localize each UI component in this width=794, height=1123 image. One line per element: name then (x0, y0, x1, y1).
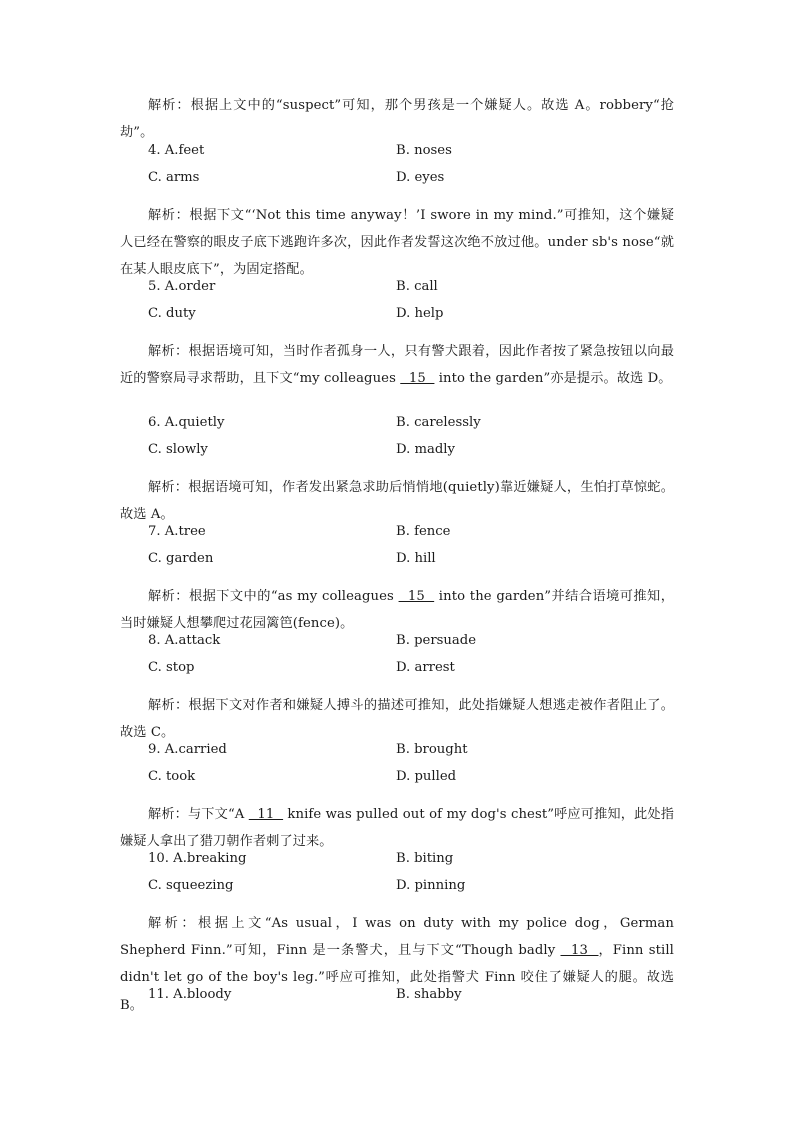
paragraph-text: 解析：根据语境可知，作者发出紧急求助后悄悄地(quietly)靠近嫌疑人，生怕打草惊蛇。故选 A。 (120, 480, 674, 523)
paragraph-text: ，Finn still didn't let go of the boy's leg.”呼应可推知，此处指警犬 Finn 咬住了嫌疑人的腿。故选 B。 (120, 943, 674, 1013)
option-right: D. help (396, 306, 444, 321)
paragraph-text: 解析：根据下文“‘Not this time anyway！’I swore in my mind.”可推知，这个嫌疑人已经在警察的眼皮子底下逃跑许多次，因此作者发誓这次绝不放过他。under sb's nose“就在某人眼皮底下”，为固定搭配。 (120, 208, 674, 278)
option-left: C. squeezing (148, 878, 234, 893)
option-right: D. arrest (396, 660, 455, 675)
option-left: 10. A.breaking (148, 851, 247, 866)
blank-number: 11 (248, 807, 284, 822)
option-left: 6. A.quietly (148, 415, 225, 430)
paragraph-text: into the garden”并结合语境可推知，当时嫌疑人想攀爬过花园篱笆(fence)。 (120, 589, 674, 632)
option-right: D. pinning (396, 878, 466, 893)
analysis-paragraph (120, 92, 674, 146)
option-right: B. brought (396, 742, 468, 757)
analysis-paragraph (120, 801, 674, 855)
option-right: D. eyes (396, 170, 445, 185)
option-right: B. call (396, 279, 438, 294)
option-right: B. carelessly (396, 415, 481, 430)
option-right: D. hill (396, 551, 436, 566)
paragraph-text: 解析：根据下文对作者和嫌疑人搏斗的描述可推知，此处指嫌疑人想逃走被作者阻止了。故选 C。 (120, 698, 674, 741)
option-left: 7. A.tree (148, 524, 206, 539)
analysis-paragraph (120, 338, 674, 392)
blank-number: 15 (400, 371, 435, 387)
analysis-paragraph (120, 202, 674, 284)
paragraph-text: 解析：根据上文“As usual，I was on duty with my police dog，German Shepherd Finn.”可知，Finn 是一条警犬，且与下文“Though badly (120, 916, 674, 959)
blank-number: 15 (398, 589, 435, 604)
analysis-paragraph (120, 474, 674, 528)
option-left: 8. A.attack (148, 633, 221, 648)
paragraph-text: into the garden”亦是提示。故选 D。 (434, 371, 672, 387)
option-right: B. shabby (396, 987, 462, 1002)
option-left: C. slowly (148, 442, 208, 457)
analysis-paragraph (120, 583, 674, 637)
blank-number: 13 (560, 943, 599, 959)
option-right: B. fence (396, 524, 451, 539)
option-left: C. garden (148, 551, 214, 566)
paragraph-text: 解析：根据下文中的“as my colleagues (148, 589, 399, 604)
paragraph-text: 解析：根据上文中的“suspect”可知，那个男孩是一个嫌疑人。故选 A。robbery“抢劫”。 (120, 98, 674, 141)
paragraph-text: 解析：与下文“A (148, 807, 249, 822)
option-left: 5. A.order (148, 279, 216, 294)
option-left: C. arms (148, 170, 200, 185)
option-left: C. stop (148, 660, 195, 675)
option-left: 9. A.carried (148, 742, 227, 757)
option-right: B. biting (396, 851, 454, 866)
option-right: B. persuade (396, 633, 476, 648)
option-right: B. noses (396, 143, 452, 158)
option-right: D. pulled (396, 769, 457, 784)
option-left: C. duty (148, 306, 196, 321)
paragraph-text: knife was pulled out of my dog's chest”呼应可推知，此处指嫌疑人拿出了猎刀朝作者刺了过来。 (120, 807, 675, 850)
paragraph-text: 解析：根据语境可知，当时作者孤身一人，只有警犬跟着，因此作者按了紧急按钮以向最近的警察局寻求帮助，且下文“my colleagues (120, 344, 674, 387)
option-left: 11. A.bloody (148, 987, 232, 1002)
option-left: C. took (148, 769, 196, 784)
option-left: 4. A.feet (148, 143, 205, 158)
analysis-paragraph (120, 692, 674, 746)
option-right: D. madly (396, 442, 455, 457)
